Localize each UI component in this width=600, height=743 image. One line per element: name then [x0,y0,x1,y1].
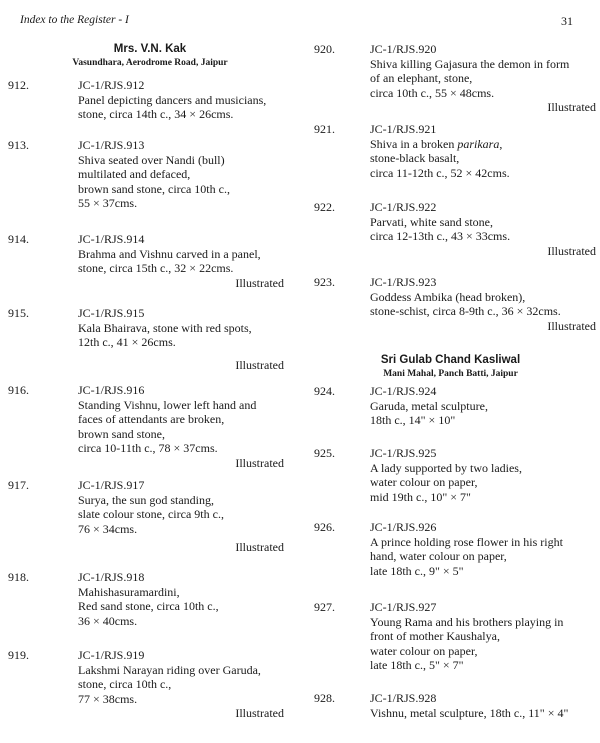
entry-description-line: late 18th c., 5" × 7" [370,658,464,672]
illustrated-label: Illustrated [235,357,284,372]
entry-number: 919. [8,648,29,662]
entry-number: 922. [314,200,335,214]
entry-number: 923. [314,275,335,289]
entry-number: 914. [8,232,29,246]
entry-description-line: Kala Bhairava, stone with red spots, [78,320,252,335]
entry-number: 928. [314,691,335,705]
owner-address: Vasundhara, Aerodrome Road, Jaipur [72,58,228,68]
entry-number: 920. [314,42,335,56]
entry-description-line: brown sand stone, [78,426,165,441]
illustrated-label: Illustrated [235,540,284,554]
entry-body [370,200,598,258]
entry-code: JC-1/RJS.919 [78,648,145,662]
entry-description-line: Mahishasuramardini, [78,584,180,599]
entry-description-line: mid 19th c., 10" × 7" [370,489,471,504]
entry-description-line: hand, water colour on paper, [370,549,507,563]
entry-body [78,478,298,555]
entry-description-line: circa 10-11th c., 78 × 37cms. [78,441,218,455]
entry-description-line: late 18th c., 9" × 5" [370,563,464,578]
entry-number: 917. [8,478,29,492]
entry-description-line: 36 × 40cms. [78,613,138,628]
entry-description-line: stone, circa 14th c., 34 × 26cms. [78,107,234,121]
entry-body [78,138,298,211]
entry-description-line: of an elephant, stone, [370,71,473,85]
entry-code: JC-1/RJS.920 [370,42,437,56]
entry-description-line: stone, circa 10th c., [78,677,172,691]
owner-heading [308,353,600,380]
entry-description-line: circa 12-13th c., 43 × 33cms. [370,229,511,243]
entry-body [78,232,298,290]
entry-description-line: faces of attendants are broken, [78,412,225,426]
entry-description-line: Shiva seated over Nandi (bull) [78,152,225,167]
entry-body [78,648,298,721]
entry-description-line: Panel depicting dancers and musicians, [78,92,267,107]
entry-description-line: 55 × 37cms. [78,196,138,210]
entry-description-line: Standing Vishnu, lower left hand and [78,397,257,412]
entry-description-line [370,137,598,152]
entry-body [370,42,598,115]
entry-description-line: A prince holding rose flower in his right [370,534,563,549]
entry-description-line: water colour on paper, [370,475,478,489]
entry-code: JC-1/RJS.915 [78,306,145,320]
entry-code: JC-1/RJS.928 [370,691,437,705]
entry-body [370,691,598,720]
entry-description-line: Shiva killing Gajasura the demon in form [370,56,570,71]
entry-text: , [499,136,503,151]
entry-description-line: A lady supported by two ladies, [370,460,522,475]
entry-description-line: stone-schist, circa 8-9th c., 36 × 32cms. [370,304,561,318]
entry-description-line: slate colour stone, circa 9th c., [78,507,224,521]
page-header [0,0,600,34]
entry-description-line: stone, circa 15th c., 32 × 22cms. [78,261,234,275]
entry-body [78,306,298,372]
illustrated-label: Illustrated [235,706,284,720]
entry-description-line: Parvati, white sand stone, [370,214,493,229]
illustrated-label: Illustrated [235,275,284,290]
entry-description-line: brown sand stone, circa 10th c., [78,181,230,196]
entry-description-line: front of mother Kaushalya, [370,629,500,643]
entry-number: 927. [314,600,335,614]
entry-description-line: Vishnu, metal sculpture, 18th c., 11" × 4" [370,705,569,720]
entry-code: JC-1/RJS.926 [370,520,437,534]
entry-description-line: Surya, the sun god standing, [78,492,214,507]
illustrated-label: Illustrated [547,243,596,258]
entry-code: JC-1/RJS.923 [370,275,437,289]
page-number: 31 [561,14,573,28]
entry-body [370,520,598,578]
entry-description-line: Garuda, metal sculpture, [370,398,488,413]
entry-code: JC-1/RJS.921 [370,122,437,136]
entry-code: JC-1/RJS.918 [78,570,145,584]
entry-code: JC-1/RJS.924 [370,384,437,398]
owner-name: Mrs. V.N. Kak [113,43,187,55]
illustrated-label: Illustrated [547,318,596,333]
running-header-title: Index to the Register - I [20,14,129,26]
entry-description-line: water colour on paper, [370,643,478,658]
entry-code: JC-1/RJS.913 [78,138,145,152]
entry-description-line: Young Rama and his brothers playing in [370,614,564,629]
entry-number: 925. [314,446,335,460]
owner-heading [0,42,300,69]
entry-body [370,384,598,428]
owner-name: Sri Gulab Chand Kasliwal [380,354,521,366]
entry-description-line: circa 11-12th c., 52 × 42cms. [370,165,510,180]
entry-code: JC-1/RJS.925 [370,446,437,460]
entry-code: JC-1/RJS.922 [370,200,437,214]
entry-description-line: Lakshmi Narayan riding over Garuda, [78,662,261,677]
entry-number: 913. [8,138,29,152]
entry-description-line: stone-black basalt, [370,151,460,165]
entry-number: 926. [314,520,335,534]
entry-code: JC-1/RJS.914 [78,232,145,246]
entry-body [78,570,298,628]
entry-text: Shiva in a broken [370,136,458,151]
owner-address: Mani Mahal, Panch Batti, Jaipur [383,369,518,379]
entry-description-line: 77 × 38cms. [78,691,138,706]
entry-number: 916. [8,383,29,397]
entry-body [370,122,598,180]
entry-description-line: multilated and defaced, [78,167,191,181]
entry-description-line: 18th c., 14" × 10" [370,413,456,427]
entry-code: JC-1/RJS.916 [78,383,145,397]
entry-description-line: Brahma and Vishnu carved in a panel, [78,246,261,261]
entry-description-line: 76 × 34cms. [78,521,138,536]
illustrated-label: Illustrated [235,455,284,470]
illustrated-label: Illustrated [547,100,596,114]
entry-number: 915. [8,306,29,320]
entry-number: 912. [8,78,29,92]
entry-code: JC-1/RJS.927 [370,600,437,614]
entry-description-line: circa 10th c., 55 × 48cms. [370,85,495,100]
entry-description-line: 12th c., 41 × 26cms. [78,335,176,349]
entry-code: JC-1/RJS.917 [78,478,145,492]
entry-body [370,275,598,333]
entry-number: 924. [314,384,335,398]
entry-body [78,78,298,122]
entry-body [370,446,598,504]
entry-description-line: Goddess Ambika (head broken), [370,289,526,304]
entry-description-line: Red sand stone, circa 10th c., [78,599,219,613]
entry-code: JC-1/RJS.912 [78,78,145,92]
entry-body [78,383,298,470]
entry-number: 918. [8,570,29,584]
entry-body [370,600,598,673]
entry-number: 921. [314,122,335,136]
entry-italic-term: parikara [457,136,500,151]
